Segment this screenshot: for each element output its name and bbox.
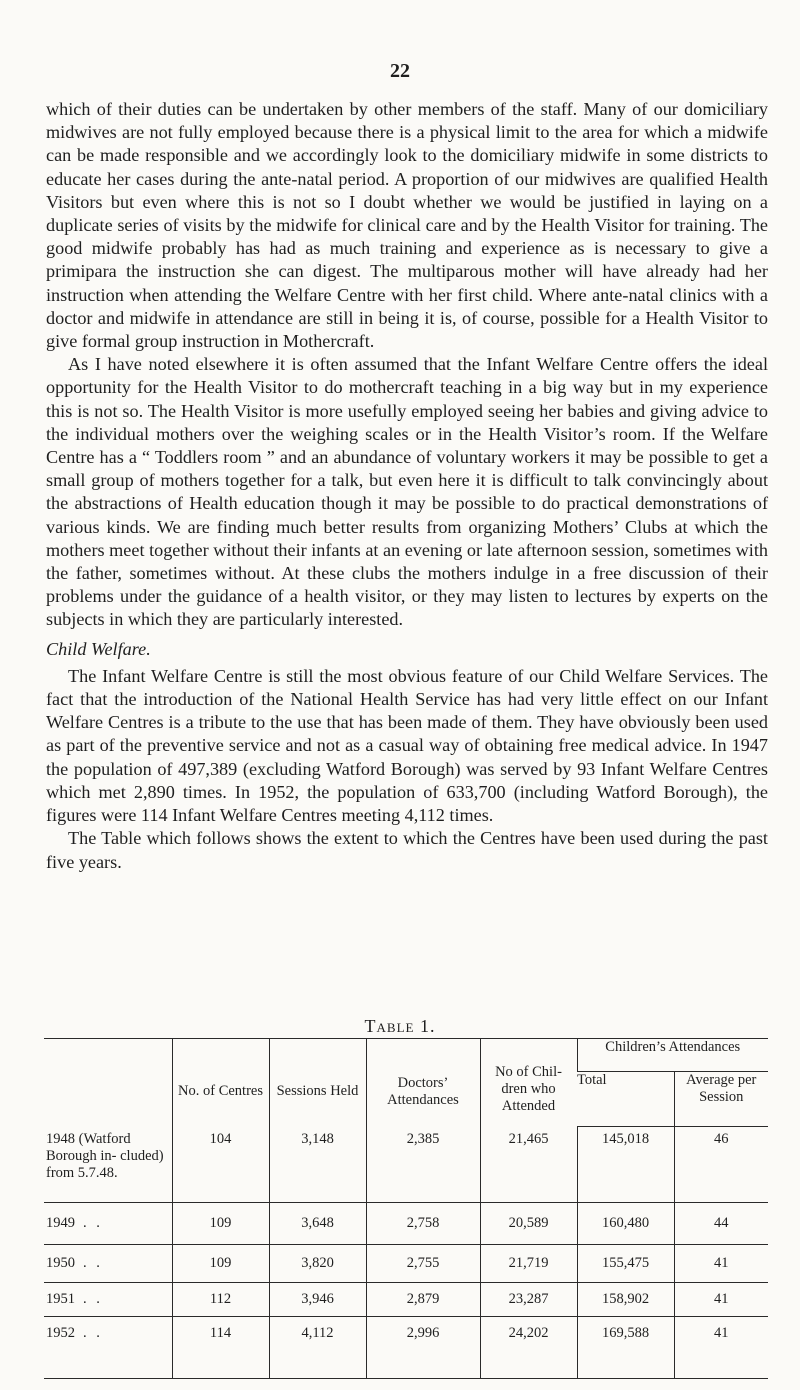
cell-doctors: 2,755 [366, 1245, 480, 1283]
table-row [44, 1203, 768, 1245]
cell-doctors: 2,385 [366, 1127, 480, 1203]
cell-sessions: 3,648 [269, 1203, 366, 1245]
paragraph: The Infant Welfare Centre is still the most obvious feature of our Child Welfare Services. The fact that the introduction of the National Health Service has had very little effect on our Infant Welfare Centres is a tribute to the use that has been made of them. They have obviously been used as part of the preventive service and not as a casual way of obtaining free medical advice. In 1947 the population of 497,389 (excluding Watford Borough) was served by 93 Infant Welfare Centres which met 2,890 times. In 1952, the population of 633,700 (including Watford Borough), the figures were 114 Infant Welfare Centres meeting 4,112 times. [46, 665, 768, 826]
cell-doctors: 2,879 [366, 1283, 480, 1317]
cell-total: 155,475 [577, 1245, 674, 1283]
cell-children: 23,287 [480, 1283, 577, 1317]
leader-dots: . . [83, 1291, 103, 1307]
header-year [44, 1039, 172, 1127]
table-row [44, 1283, 768, 1317]
cell-total: 160,480 [577, 1203, 674, 1245]
year-label: 1950 [46, 1255, 75, 1271]
cell-centres: 104 [172, 1127, 269, 1203]
row-year [44, 1283, 172, 1317]
paragraph: which of their duties can be undertaken by other members of the staff. Many of our domiciliary midwives are not fully employed because there is a physical limit to the area for which a midwife can be made responsible and we accordingly look to the domiciliary midwife in some districts to educate her cases during the ante-natal period. A proportion of our midwives are qualified Health Visitors but even where this is not so I doubt whether we would be justified in laying on a duplicate series of visits by the midwife for clinical care and by the Health Visitor for training. The good midwife probably has had as much training and experience as is necessary to give a primipara the instruction she can digest. The multiparous mother will have already had her instruction when attending the Welfare Centre with her first child. Where ante-natal clinics with a doctor and midwife in attendance are still in being it is, of course, possible for a Health Visitor to give formal group instruction in Mothercraft. [46, 99, 768, 352]
cell-children: 21,719 [480, 1245, 577, 1283]
cell-doctors: 2,758 [366, 1203, 480, 1245]
cell-centres: 114 [172, 1317, 269, 1379]
header-total: Total [577, 1072, 674, 1127]
paragraph: As I have noted elsewhere it is often assumed that the Infant Welfare Centre offers the ideal opportunity for the Health Visitor to do mothercraft teaching in a big way but in my experience this is not so. The Health Visitor is more usefully employed seeing her babies and giving advice to the individual mothers over the weighing scales or in the Health Visitor’s room. If the Welfare Centre has a “ Toddlers room ” and an abundance of voluntary workers it may be possible to get a small group of mothers together for a talk, but even here it is difficult to talk convincingly about the abstractions of Health education though it may be possible to do practical demonstrations of various kinds. We are finding much better results from organizing Mothers’ Clubs at which the mothers meet together without their infants at an evening or late afternoon session, sometimes with the father, sometimes without. At these clubs the mothers indulge in a free discussion of their problems under the guidance of a health visitor, or they may listen to lectures by experts on the subjects in which they are particularly interested. [46, 354, 768, 630]
cell-children: 20,589 [480, 1203, 577, 1245]
cell-average: 41 [674, 1317, 768, 1379]
year-label: 1951 [46, 1291, 75, 1307]
cell-sessions: 3,148 [269, 1127, 366, 1203]
cell-children: 24,202 [480, 1317, 577, 1379]
cell-total: 145,018 [577, 1127, 674, 1203]
body-text [46, 98, 768, 874]
row-year [44, 1245, 172, 1283]
header-centres: No. of Centres [172, 1039, 269, 1127]
row-year [44, 1317, 172, 1379]
cell-total: 169,588 [577, 1317, 674, 1379]
table-row [44, 1317, 768, 1379]
cell-children: 21,465 [480, 1127, 577, 1203]
cell-sessions: 3,946 [269, 1283, 366, 1317]
header-doctors: Doctors’ Attendances [366, 1039, 480, 1127]
cell-total: 158,902 [577, 1283, 674, 1317]
row-year [44, 1203, 172, 1245]
table-row [44, 1127, 768, 1203]
cell-average: 44 [674, 1203, 768, 1245]
paragraph: The Table which follows shows the extent to which the Centres have been used during the past five years. [46, 828, 768, 872]
cell-average: 41 [674, 1245, 768, 1283]
cell-doctors: 2,996 [366, 1317, 480, 1379]
cell-sessions: 4,112 [269, 1317, 366, 1379]
row-year: 1948 (Watford Borough in- cluded) from 5.7.48. [44, 1127, 172, 1203]
attendance-table [44, 1038, 768, 1379]
cell-average: 46 [674, 1127, 768, 1203]
cell-centres: 109 [172, 1245, 269, 1283]
year-label: 1952 [46, 1325, 75, 1341]
year-label: 1949 [46, 1215, 75, 1231]
leader-dots: . . [83, 1325, 103, 1341]
header-children-attended: No of Chil- dren who Attended [480, 1039, 577, 1127]
cell-sessions: 3,820 [269, 1245, 366, 1283]
header-sessions: Sessions Held [269, 1039, 366, 1127]
header-average: Average per Session [674, 1072, 768, 1127]
cell-average: 41 [674, 1283, 768, 1317]
table-row [44, 1245, 768, 1283]
leader-dots: . . [83, 1255, 103, 1271]
cell-centres: 112 [172, 1283, 269, 1317]
section-heading: Child Welfare. [46, 638, 151, 659]
cell-centres: 109 [172, 1203, 269, 1245]
table-caption: Table 1. [364, 1016, 436, 1036]
page-number: 22 [390, 60, 410, 82]
leader-dots: . . [83, 1215, 103, 1231]
header-children-attendances: Children’s Attendances [577, 1039, 768, 1072]
